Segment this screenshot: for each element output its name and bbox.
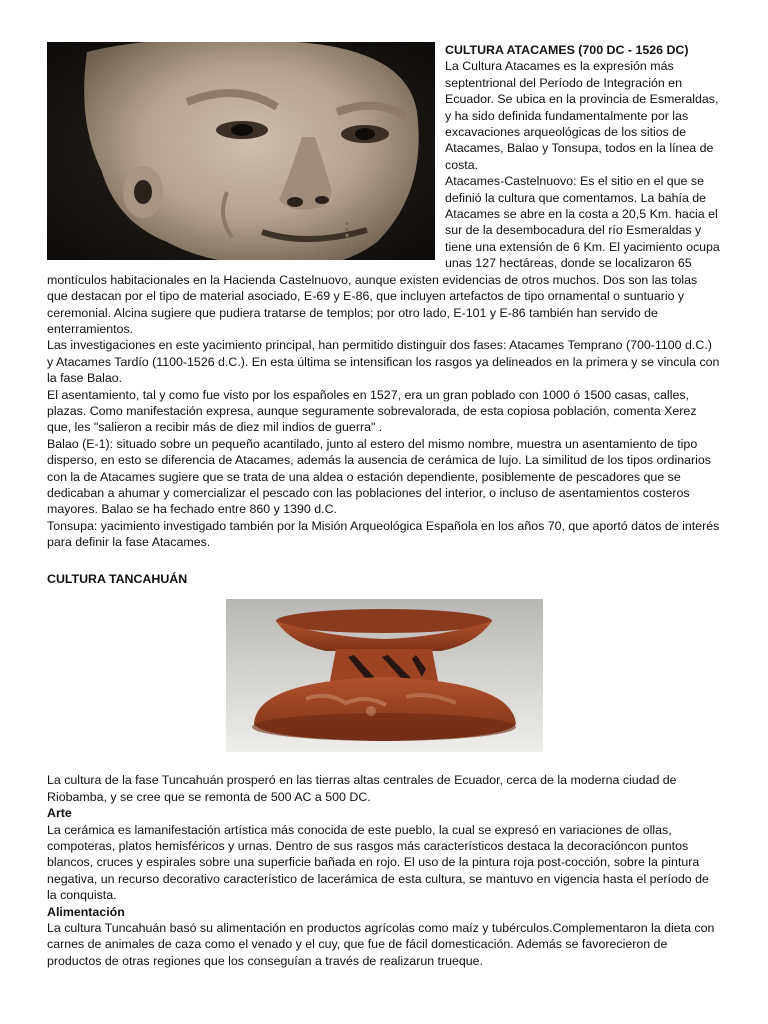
atacames-paragraph-2: Atacames-Castelnuovo: Es el sitio en el que se definió la cultura que comentamos. La bahía de Atacames se abre en la costa a 20,5 Km. hacia el sur de la desembocadura del río Esmeraldas y tiene una extensión de 6 Km. El yacimiento ocupa unas 127 hectáreas, donde se localizaron 65 montículos habitacionales en la Hacienda Castelnuovo, aunque existen evidencias de otros muchos. Dos son las tolas que destacan por el tipo de material asociado, E-69 y E-86, que incluyen artefactos de tipo ornamental o suntuario y ceremonial. Alcina sugiere que pudiera tratarse de templos; por otro lado, E-101 y E-86 también han servido de enterramientos. xyxy=(47,174,720,336)
tancahuan-paragraph-1: La cultura de la fase Tuncahuán prosperó en las tierras altas centrales de Ecuador, cerca de la moderna ciudad de Riobamba, y se cree que se remonta de 500 AC a 500 DC. xyxy=(47,773,677,804)
arte-paragraph: La cerámica es lamanifestación artística más conocida de este pueblo, la cual se expresó en variaciones de ollas, compoteras, platos hemisféricos y urnas. Dentro de sus rasgos más característicos destaca la decoracióncon puntos blancos, cruces y espirales sobre una superficie bañada en rojo. El uso de la pintura roja post-cocción, sobre la pintura negativa, un recurso decorativo característico de lacerámica de esta cultura, se mantuvo en vigencia hasta el período de la conquista. xyxy=(47,822,709,903)
atacames-paragraph-5: Balao (E-1): situado sobre un pequeño acantilado, junto al estero del mismo nombre, muestra un asentamiento de tipo disperso, en esto se diferencia de Atacames, además la ausencia de cerámica de lujo. La similitud de los tipos ordinarios con la de Atacames sugiere que se trata de una aldea o estación dependiente, posiblemente de pescadores que se dedicaban a ahumar y comercializar el pescado con las poblaciones del interior, o incluso de asentamientos costeros mayores. Balao se ha fechado entre 860 y 1390 d.C. xyxy=(47,436,711,517)
atacames-paragraph-1: La Cultura Atacames es la expresión más septentrional del Período de Integración en Ecuador. Se ubica en la provincia de Esmeraldas, y ha sido definida fundamentalmente por las excavaciones arqueológicas de los sitios de Atacames, Balao y Tonsupa, todos en la línea de costa. xyxy=(445,59,719,172)
atacames-paragraph-4: El asentamiento, tal y como fue visto por los españoles en 1527, era un gran poblado con 1000 ó 1500 casas, calles, plazas. Como manifestación expresa, aunque seguramente sobrevalorada, de esta copiosa población, comenta Xerez que, les "salieron a recibir más de diez mil indios de guerra" . xyxy=(47,387,697,435)
tancahuan-ceramic-vessel-image xyxy=(226,599,543,752)
alimentacion-heading: Alimentación xyxy=(47,904,125,919)
arte-heading: Arte xyxy=(47,806,72,821)
atacames-paragraph-6: Tonsupa: yacimiento investigado también por la Misión Arqueológica Española en los años 70, que aportó datos de interés para definir la fase Atacames. xyxy=(47,518,720,550)
atacames-face-sculpture-image xyxy=(47,42,435,260)
atacames-paragraph-3: Las investigaciones en este yacimiento principal, han permitido distinguir dos fases: Atacames Temprano (700-1100 d.C.) y Atacames Tardío (1100-1526 d.C.). En esta última se intensifican los rasgos ya delineados en la primera y se vincula con la fase Balao. xyxy=(47,338,720,386)
alimentacion-paragraph: La cultura Tuncahuán basó su alimentación en productos agrícolas como maíz y tubérculos.Complementaron la dieta con carnes de animales de caza como el venado y el cuy, que fue de fácil domesticación. Además se favorecieron de productos de otras regiones que los conseguían a través de realizarun trueque. xyxy=(47,921,715,968)
document-page xyxy=(47,42,721,969)
atacames-title: CULTURA ATACAMES (700 DC - 1526 DC) xyxy=(445,43,689,57)
tancahuan-title: CULTURA TANCAHUÁN xyxy=(47,571,188,586)
